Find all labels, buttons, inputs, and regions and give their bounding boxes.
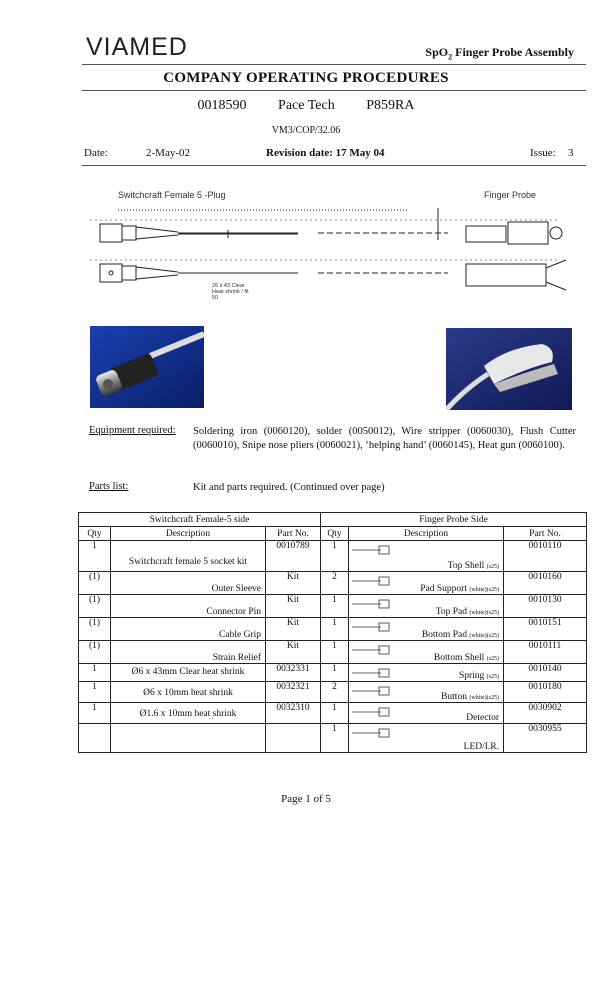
part-sketch-icon xyxy=(351,597,391,611)
left-description xyxy=(111,641,266,664)
diagram-right-title: Finger Probe xyxy=(484,190,537,200)
left-qty: 1 xyxy=(79,664,111,682)
model-code: P859RA xyxy=(366,98,415,113)
part-description: Ø1.6 x 10mm heat shrink xyxy=(139,709,237,719)
table-row xyxy=(79,664,587,682)
left-part-number: Kit xyxy=(266,641,321,664)
parts-list-text: Kit and parts required. (Continued over page) xyxy=(193,482,385,493)
left-qty xyxy=(79,724,111,753)
right-description xyxy=(349,641,504,664)
right-part-number: 0030902 xyxy=(504,703,587,724)
section-title: COMPANY OPERATING PROCEDURES xyxy=(163,70,449,86)
company-logo: VIAMED xyxy=(86,33,188,61)
table-row xyxy=(79,682,587,703)
right-description xyxy=(349,595,504,618)
part-sketch-icon xyxy=(351,620,391,634)
right-description xyxy=(349,664,504,682)
right-qty: 1 xyxy=(321,664,349,682)
date-value: 2-May-02 xyxy=(146,147,190,159)
table-row xyxy=(79,641,587,664)
part-number-header: Part No. xyxy=(266,527,321,541)
right-section-heading: Finger Probe Side xyxy=(321,513,587,527)
table-row xyxy=(79,618,587,641)
left-qty: (1) xyxy=(79,572,111,595)
left-qty: (1) xyxy=(79,618,111,641)
part-description: Bottom Shell xyxy=(433,653,485,663)
left-description xyxy=(111,703,266,724)
part-material-note: (white)(s25) xyxy=(469,633,499,639)
right-part-number: 0010110 xyxy=(504,541,587,572)
right-qty: 2 xyxy=(321,572,349,595)
part-description: Connector Pin xyxy=(206,607,261,617)
part-description: Outer Sleeve xyxy=(211,584,261,594)
left-description xyxy=(111,541,266,572)
part-material-note: (s25) xyxy=(486,674,499,680)
connector-photo xyxy=(90,326,204,408)
right-description xyxy=(349,724,504,753)
right-part-number: 0010140 xyxy=(504,664,587,682)
right-qty: 1 xyxy=(321,641,349,664)
part-description: Pad Support xyxy=(420,584,467,594)
part-material-note: (s25) xyxy=(486,656,499,662)
part-sketch-icon xyxy=(351,684,391,698)
table-row xyxy=(79,572,587,595)
left-description xyxy=(111,724,266,753)
document-title: SpO$_2$ Finger Probe Assembly xyxy=(425,45,574,62)
manufacturer-name: Pace Tech xyxy=(278,98,335,113)
right-part-number: 0010160 xyxy=(504,572,587,595)
header-rule xyxy=(82,64,586,65)
parts-table xyxy=(78,512,587,753)
title-rule xyxy=(82,90,586,91)
right-qty: 1 xyxy=(321,703,349,724)
part-description: Ø6 x 43mm Clear heat shrink xyxy=(131,667,245,677)
revision-date: Revision date: 17 May 04 xyxy=(266,147,385,159)
product-codes xyxy=(0,98,612,114)
left-part-number: 0032310 xyxy=(266,703,321,724)
left-description xyxy=(111,618,266,641)
right-description xyxy=(349,682,504,703)
left-qty: (1) xyxy=(79,595,111,618)
document-reference: VM3/COP/32.06 xyxy=(271,125,341,136)
page-number: Page 1 of 5 xyxy=(281,793,331,805)
table-row xyxy=(79,595,587,618)
qty-header: Qty xyxy=(321,527,349,541)
part-description: Switchcraft female 5 socket kit xyxy=(128,557,248,567)
issue-value: 3 xyxy=(568,147,574,159)
assembly-diagram xyxy=(88,200,578,310)
part-material-note: (white)(s25) xyxy=(469,610,499,616)
right-part-number: 0030955 xyxy=(504,724,587,753)
table-row xyxy=(79,703,587,724)
right-qty: 2 xyxy=(321,682,349,703)
date-label: Date: xyxy=(84,147,108,159)
table-row xyxy=(79,724,587,753)
left-part-number: 0010789 xyxy=(266,541,321,572)
left-part-number: 0032321 xyxy=(266,682,321,703)
description-header: Description xyxy=(349,527,504,541)
right-description xyxy=(349,618,504,641)
right-description xyxy=(349,572,504,595)
part-description: Button xyxy=(441,692,467,702)
part-description: Cable Grip xyxy=(219,630,261,640)
left-qty: 1 xyxy=(79,541,111,572)
description-header: Description xyxy=(111,527,266,541)
left-part-number: Kit xyxy=(266,618,321,641)
table-row xyxy=(79,541,587,572)
left-qty: (1) xyxy=(79,641,111,664)
left-description xyxy=(111,595,266,618)
part-description: LED/I.R. xyxy=(463,742,499,752)
part-sketch-icon xyxy=(351,705,391,719)
right-qty: 1 xyxy=(321,724,349,753)
right-part-number: 0010180 xyxy=(504,682,587,703)
right-qty: 1 xyxy=(321,541,349,572)
part-material-note: (s25) xyxy=(486,564,499,570)
issue-label: Issue: xyxy=(530,147,556,159)
part-sketch-icon xyxy=(351,543,391,557)
left-description xyxy=(111,664,266,682)
part-sketch-icon xyxy=(351,726,391,740)
diagram-notes: 26 x 43 Clear Heat shrink / fit 50 xyxy=(212,283,249,301)
part-description: Ø6 x 10mm heat shrink xyxy=(143,688,233,698)
part-description: Top Shell xyxy=(447,561,485,571)
diagram-left-title: Switchcraft Female 5 -Plug xyxy=(118,190,226,200)
right-part-number: 0010111 xyxy=(504,641,587,664)
product-code: 0018590 xyxy=(197,98,247,113)
left-description xyxy=(111,682,266,703)
finger-probe-photo xyxy=(446,328,572,410)
part-sketch-icon xyxy=(351,666,391,680)
part-description: Bottom Pad xyxy=(421,630,467,640)
left-qty: 1 xyxy=(79,703,111,724)
right-description xyxy=(349,541,504,572)
part-number-header: Part No. xyxy=(504,527,587,541)
right-qty: 1 xyxy=(321,618,349,641)
part-description: Strain Relief xyxy=(212,653,261,663)
left-description xyxy=(111,572,266,595)
left-part-number: 0032331 xyxy=(266,664,321,682)
date-rule xyxy=(82,165,586,166)
right-qty: 1 xyxy=(321,595,349,618)
part-description: Detector xyxy=(466,713,499,723)
left-part-number: Kit xyxy=(266,572,321,595)
right-part-number: 0010151 xyxy=(504,618,587,641)
equipment-label: Equipment required: xyxy=(89,425,176,436)
part-material-note: (white)(s25) xyxy=(469,587,499,593)
right-description xyxy=(349,703,504,724)
part-material-note: (white)(s25) xyxy=(469,695,499,701)
right-part-number: 0010130 xyxy=(504,595,587,618)
left-section-heading: Switchcraft Female-5 side xyxy=(79,513,321,527)
part-sketch-icon xyxy=(351,574,391,588)
part-sketch-icon xyxy=(351,643,391,657)
part-description: Top Pad xyxy=(435,607,467,617)
left-qty: 1 xyxy=(79,682,111,703)
equipment-text: Soldering iron (0060120), solder (0050012), Wire stripper (0060030), Flush Cutter (0060010), Snipe nose pliers (0060021), ‘helping hand’ (0060145), Heat gun (0060100). xyxy=(193,426,576,451)
part-description: Spring xyxy=(458,671,485,681)
qty-header: Qty xyxy=(79,527,111,541)
parts-list-label: Parts list: xyxy=(89,481,129,492)
left-part-number xyxy=(266,724,321,753)
left-part-number: Kit xyxy=(266,595,321,618)
